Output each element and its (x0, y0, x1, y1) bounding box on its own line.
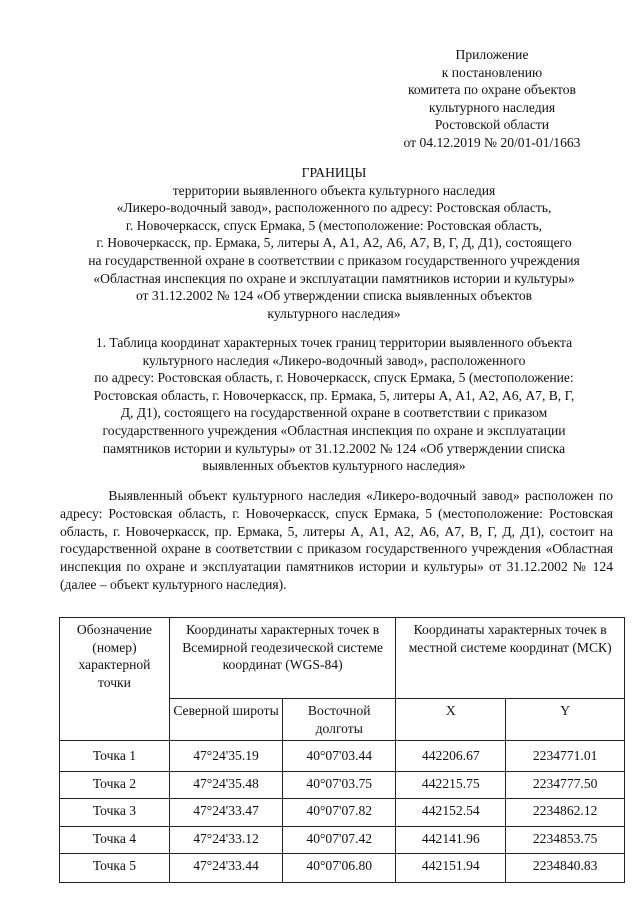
appendix-line: к постановлению (441, 64, 543, 80)
cell-lon: 40°07'03.44 (283, 741, 396, 772)
title-line: г. Новочеркасск, спуск Ермака, 5 (местоположение: Ростовская область, (125, 217, 543, 233)
table-row (60, 741, 625, 772)
appendix-header (368, 46, 616, 152)
heading-line: памятников истории и культуры» от 31.12.2002 № 124 «Об утверждении списка (102, 440, 566, 456)
title-line: территории выявленного объекта культурного наследия (172, 182, 496, 198)
appendix-line: комитета по охране объектов (408, 82, 576, 98)
cell-lon: 40°07'06.80 (283, 854, 396, 883)
heading-line: Ростовская область, г. Новочеркасск, пр. Ермака, 5, литеры А, А1, А2, А6, А7, В, Г, (93, 387, 575, 403)
header-lon: Восточной долготы (283, 699, 396, 741)
title-line: ГРАНИЦЫ (301, 165, 367, 180)
appendix-line: Приложение (455, 47, 529, 62)
heading-line: культурного наследия «Ликеро-водочный завод», расположенного (142, 352, 526, 368)
header-wgs: Координаты характерных точек в Всемирной геодезической системе координат (WGS-84) (169, 618, 395, 699)
section-heading (48, 334, 620, 475)
cell-x: 442141.96 (396, 826, 506, 854)
table-row (60, 771, 625, 799)
cell-x: 442206.67 (396, 741, 506, 772)
cell-point: Точка 3 (60, 799, 170, 827)
cell-lat: 47°24'33.44 (169, 854, 282, 883)
cell-lat: 47°24'35.19 (169, 741, 282, 772)
title-line: «Областная инспекция по охране и эксплуатации памятников истории и культуры» (93, 270, 575, 286)
cell-point: Точка 4 (60, 826, 170, 854)
heading-line: государственного учреждения «Областная инспекция по охране и эксплуатации (102, 422, 566, 438)
cell-lat: 47°24'35.48 (169, 771, 282, 799)
table-row (60, 854, 625, 883)
header-msk: Координаты характерных точек в местной системе координат (МСК) (396, 618, 625, 699)
document-title (48, 164, 620, 322)
cell-lat: 47°24'33.12 (169, 826, 282, 854)
header-designation: Обозначение (номер) характерной точки (60, 618, 170, 741)
cell-lat: 47°24'33.47 (169, 799, 282, 827)
header-x: X (396, 699, 506, 741)
title-line: г. Новочеркасск, пр. Ермака, 5, литеры А, А1, А2, А6, А7, В, Г, Д, Д1), состоящего (96, 235, 572, 251)
cell-y: 2234777.50 (506, 771, 625, 799)
title-line: «Ликеро-водочный завод», расположенного по адресу: Ростовская область, (116, 200, 552, 216)
appendix-line: культурного наследия (428, 99, 556, 115)
header-lat: Северной широты (169, 699, 282, 741)
appendix-line: Ростовской области (434, 117, 550, 133)
heading-line: выявленных объектов культурного наследия» (202, 458, 466, 474)
cell-y: 2234853.75 (506, 826, 625, 854)
header-y: Y (506, 699, 625, 741)
table-row (60, 799, 625, 827)
cell-point: Точка 1 (60, 741, 170, 772)
cell-y: 2234840.83 (506, 854, 625, 883)
heading-line: 1. Таблица координат характерных точек границ территории выявленного объекта (95, 335, 573, 350)
table-row (60, 826, 625, 854)
cell-x: 442152.54 (396, 799, 506, 827)
title-line: на государственной охране в соответствии с приказом государственного учреждения (88, 252, 580, 268)
heading-line: по адресу: Ростовская область, г. Новочеркасск, спуск Ермака, 5 (местоположение: (94, 370, 574, 386)
title-line: от 31.12.2002 № 124 «Об утверждении списка выявленных объектов (135, 288, 533, 304)
cell-lon: 40°07'07.42 (283, 826, 396, 854)
cell-point: Точка 5 (60, 854, 170, 883)
heading-line: Д, Д1), состоящего на государственной охране в соответствии с приказом (120, 405, 548, 421)
cell-y: 2234771.01 (506, 741, 625, 772)
cell-y: 2234862.12 (506, 799, 625, 827)
body-paragraph: Выявленный объект культурного наследия «Ликеро-водочный завод» расположен по адресу: Ростовская область, г. Новочеркасск, спуск Ермака, 5 (местоположение: Ростовская область, г. Новочеркасск, пр. Ермака, 5, литеры А, А1, А2, А6, А7, В, Г, Д, Д1), состоит на государственной охране в соответствии с приказом государственного учреждения «Областная инспекция по охране и эксплуатации памятников истории и культуры» от 31.12.2002 № 124 (далее – объект культурного наследия). (60, 488, 613, 592)
coordinates-table (59, 617, 625, 883)
title-line: культурного наследия» (267, 305, 401, 321)
cell-lon: 40°07'03.75 (283, 771, 396, 799)
cell-lon: 40°07'07.82 (283, 799, 396, 827)
cell-point: Точка 2 (60, 771, 170, 799)
table-header-row (60, 618, 625, 699)
cell-x: 442151.94 (396, 854, 506, 883)
cell-x: 442215.75 (396, 771, 506, 799)
appendix-line: от 04.12.2019 № 20/01-01/1663 (403, 134, 581, 150)
